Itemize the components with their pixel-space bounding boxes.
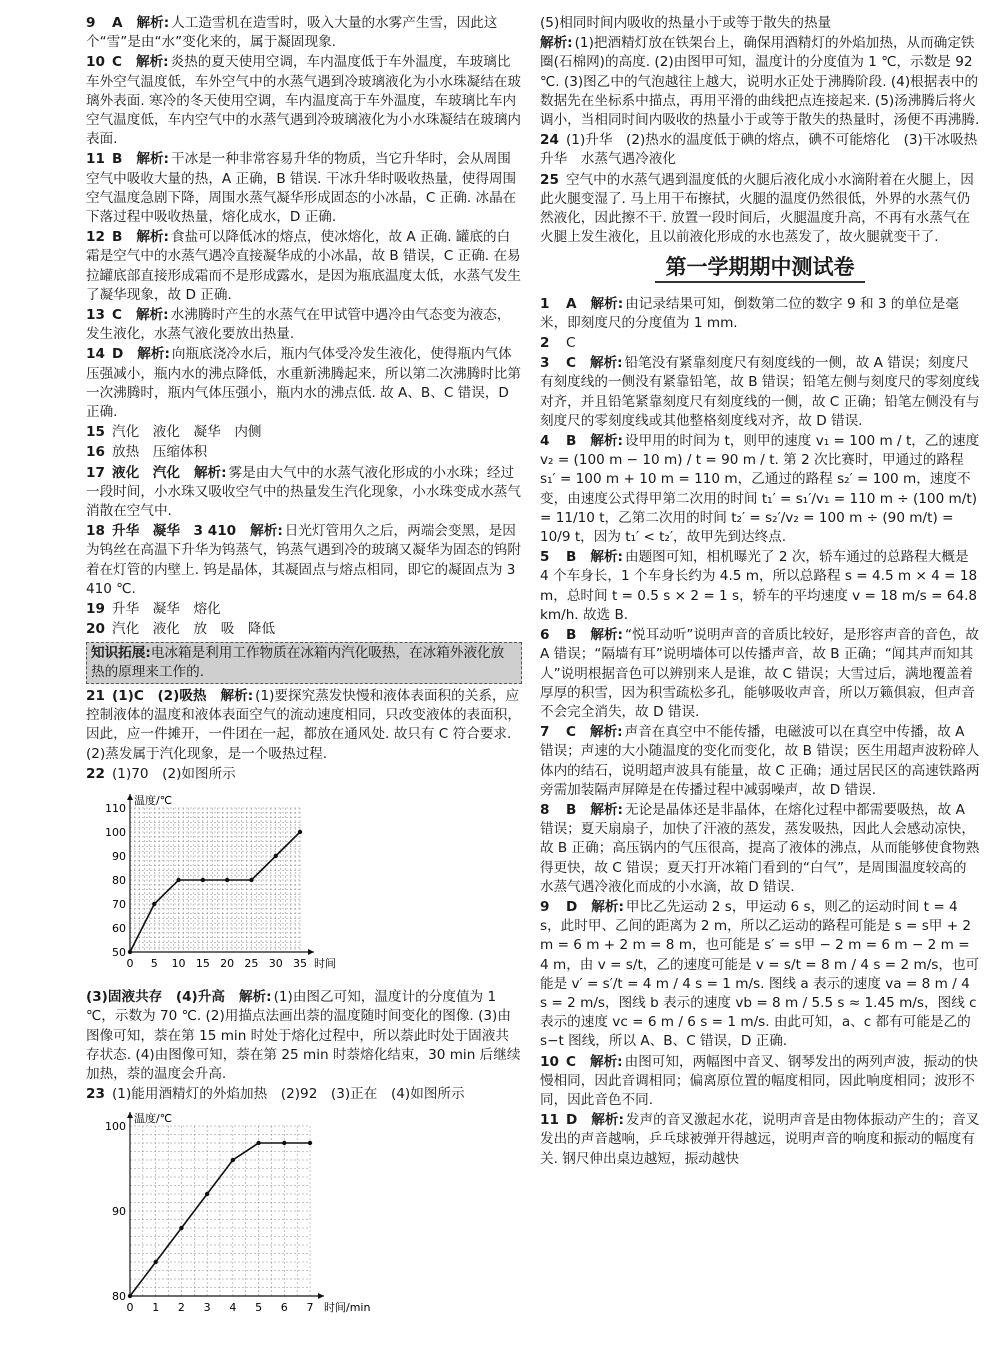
question-number: 1 xyxy=(540,295,550,312)
x-tick-label: 25 xyxy=(244,956,259,970)
answer-text: C xyxy=(566,335,576,352)
answer-11 xyxy=(86,150,522,227)
analysis-label: 解析: xyxy=(193,464,227,481)
y-tick-label: 50 xyxy=(112,945,126,959)
answer-choice: B xyxy=(566,627,577,644)
question-number: 5 xyxy=(540,549,550,566)
exam-answer-1 xyxy=(540,295,980,333)
tip-text: 电冰箱是利用工作物质在冰箱内汽化吸热，在冰箱外液化放热的原理来工作的. xyxy=(91,644,505,680)
tip-label: 知识拓展: xyxy=(91,644,151,661)
answer-text: 汽化 液化 凝华 内侧 xyxy=(112,424,262,441)
x-tick-label: 7 xyxy=(306,1301,314,1315)
analysis-label: 解析: xyxy=(589,1053,623,1070)
question-number: 20 xyxy=(86,621,105,638)
analysis-text: 铅笔没有紧靠刻度尺有刻度线的一侧，故 A 错误；刻度尺有刻度线的一侧没有紧靠铅笔，故 B 错误；铅笔左侧与刻度尺的零刻度线对齐，并且铅笔紧靠刻度尺有刻度线的一侧，故 C 正确；铅笔左侧没有与刻度尺的零刻度线或其他整格刻度线对齐，故 D 错误. xyxy=(540,355,980,429)
answer-10 xyxy=(86,53,522,149)
x-axis-arrow xyxy=(318,1293,324,1299)
question-number: 11 xyxy=(540,1112,559,1129)
data-point xyxy=(179,1226,183,1230)
analysis-text: 水沸腾时产生的水蒸气在甲试管中遇冷由气态变为液态，发生液化，水蒸气液化要放出热量. xyxy=(86,307,511,343)
exam-answer-3 xyxy=(540,354,980,431)
question-number: 15 xyxy=(86,424,105,441)
analysis-text: (1)由图乙可知，温度计的分度值为 1 ℃，示数为 70 ℃. (2)用描点法画出萘的温度随时间变化的图像. (3)由图像可知，萘在第 15 min 时处于熔化过程中，所以萘此时处于固液共存状态. (4)由图像可知，萘在第 25 min 时萘熔化结束，30 min 后继续加热，萘的温度会升高. xyxy=(86,989,521,1082)
answer-choice: B xyxy=(566,801,577,818)
answer-choice: C xyxy=(112,54,122,71)
exam-answer-6 xyxy=(540,626,980,722)
y-tick-label: 80 xyxy=(112,873,126,887)
x-tick-label: 3 xyxy=(203,1301,211,1315)
analysis-text: (1)要探究蒸发快慢和液体表面积的关系，应控制液体的温度和液体表面空气的流动速度相同，只改变液体的表面积，因此，应一件摊开，一件团在一起，都放在通风处. 故只有 C 符合要求. (2)蒸发属于汽化现象，是一个吸热过程. xyxy=(86,687,521,762)
question-number: 21 xyxy=(86,687,105,704)
section-title: 第一学期期中测试卷 xyxy=(540,257,980,282)
answer-18 xyxy=(86,522,522,599)
x-axis-arrow xyxy=(308,949,314,955)
answer-24 xyxy=(540,131,980,169)
answer-19 xyxy=(86,600,522,619)
question-number: 18 xyxy=(86,523,105,540)
analysis-label: 解析: xyxy=(136,151,169,168)
answer-choice: B xyxy=(112,229,123,246)
answer-choice: (3)固液共存 (4)升高 xyxy=(86,989,225,1006)
question-number: 11 xyxy=(86,151,105,168)
data-point xyxy=(205,1192,209,1196)
water-boiling-chart xyxy=(96,1106,522,1327)
y-tick-label: 70 xyxy=(112,897,126,911)
data-point xyxy=(282,1141,286,1145)
analysis-label: 解析: xyxy=(590,627,623,644)
data-point xyxy=(201,878,205,882)
x-tick-label: 10 xyxy=(171,956,186,970)
analysis-text: 甲比乙先运动 2 s，甲运动 6 s，则乙的运动时间 t = 4 s，此时甲、乙间的距离为 2 m，所以乙运动的路程可能是 s = s甲 + 2 m = 6 m + 2 m = 8 m，也可能是 s′ = s甲 − 2 m = 6 m − 2 m = 4 m，由 v = s/t，乙的速度可能是 v = s/t = 8 m / 4 s = 2 m/s，也可能是 v′ = s′/t = 4 m / 4 s = 1 m/s. 图线 a 表示的速度 va = 8 m / 4 s = 2 m/s，图线 b 表示的速度 vb = 8 m / 5.5 s ≈ 1.45 m/s，图线 c 表示的速度 vc = 6 m / 6 s = 1 m/s. 由此可知，a、c 都有可能是乙的 s−t 图线，所以 A、B、C 错误，D 正确. xyxy=(540,898,980,1050)
analysis-text: “悦耳动听”说明声音的音质比较好，是形容声音的音色，故 A 错误；“隔墙有耳”说明墙体可以传播声音，故 B 正确；“闻其声而知其人”说明根据音色可以辨别来人是谁，故 C 错误；大雪过后，满地覆盖着厚厚的积雪，因为积雪疏松多孔，能够吸收声音，所以万籁俱寂，但声音不会完全消失，故 D 错误. xyxy=(540,627,979,720)
analysis-label: 解析: xyxy=(238,989,272,1006)
analysis-label: 解析: xyxy=(136,15,170,31)
y-axis-label: 温度/℃ xyxy=(134,1112,173,1126)
analysis-text: 设甲用的时间为 t，则甲的速度 v₁ = 100 m / t，乙的速度 v₂ = (100 m − 10 m) / t = 90 m / t. 第 2 次比赛时，甲通过的路程 s₁′ = 100 m + 10 m = 110 m，乙通过的路程 s₂′ = 100 m，速度不变，由速度公式得甲第二次用的时间 t₁′ = s₁′/v₁ = 110 m ÷ (100 m/t) = 11/10 t，乙第二次用的时间 t₂′ = s₂′/v₂ = 100 m ÷ (90 m/t) = 10/9 t，因为 t₁′ < t₂′，故甲先到达终点. xyxy=(540,433,980,546)
x-tick-label: 0 xyxy=(126,956,134,970)
answer-choice: D xyxy=(566,898,578,915)
exam-answer-9 xyxy=(540,898,980,1052)
data-point xyxy=(274,854,278,858)
answer-choice: D xyxy=(566,1112,578,1129)
answer-text: (1)升华 (2)热水的温度低于碘的熔点，碘不可能熔化 (3)干冰吸热升华 水蒸气遇冷液化 xyxy=(540,132,978,168)
answer-13 xyxy=(86,306,522,344)
analysis-text: 炎热的夏天使用空调，车内温度低于车外温度，车玻璃比车外空气温度低，车外空气中的水蒸气遇到冷玻璃液化为小水珠凝结在玻璃外表面. 寒冷的冬天使用空调，车内温度高于车外温度，车玻璃比车内空气温度低，车内空气中的水蒸气遇到冷玻璃液化为小水珠凝结在玻璃内表面. xyxy=(86,54,521,148)
analysis-label: 解析: xyxy=(137,346,170,363)
answer-25 xyxy=(540,171,980,248)
question-number: 8 xyxy=(540,801,550,818)
answer-choice: (1)C (2)吸热 xyxy=(112,687,207,704)
chart-svg xyxy=(96,786,336,976)
analysis-text: 由题图可知，相机曝光了 2 次，轿车通过的总路程大概是 4 个车身长，1 个车身长约为 4.5 m，所以总路程 s = 4.5 m × 4 = 18 m，总时间 t = 0.5 s × 2 = 1 s，轿车的平均速度 v = 18 m/s = 64.8 km/h. 故选 B. xyxy=(540,549,978,623)
question-number: 3 xyxy=(540,355,550,372)
exam-answer-11 xyxy=(540,1111,980,1169)
question-number: 10 xyxy=(86,54,105,71)
analysis-label: 解析: xyxy=(590,295,624,312)
left-column xyxy=(86,14,522,1334)
y-tick-label: 80 xyxy=(112,1290,126,1304)
analysis-text: 日光灯管用久之后，两端会变黑，是因为钨丝在高温下升华为钨蒸气，钨蒸气遇到冷的玻璃又凝华为固态的钨附着在灯管的内壁上. 钨是晶体，其凝固点与熔点相同，即它的凝固点为 3 410 ℃. xyxy=(86,523,521,597)
x-tick-label: 30 xyxy=(268,956,283,970)
exam-answer-2 xyxy=(540,334,980,353)
answer-text: (1)70 (2)如图所示 xyxy=(112,765,236,782)
analysis-text: 向瓶底浇冷水后，瓶内气体受冷发生液化，使得瓶内气体压强减小，瓶内水的沸点降低，水重新沸腾起来，所以第二次沸腾时比第一次沸腾时，瓶内气体压强小，瓶内水的沸点低. 故 A、B、C 错误，D 正确. xyxy=(86,346,521,421)
question-number: 9 xyxy=(86,15,96,31)
question-number: 6 xyxy=(540,627,550,644)
answer-choice: C xyxy=(566,724,576,741)
analysis-label: 解析: xyxy=(591,1112,624,1129)
question-number: 13 xyxy=(86,307,105,324)
data-point xyxy=(298,830,302,834)
answer-text: 空气中的水蒸气遇到温度低的火腿后液化成小水滴附着在火腿上，因此火腿变湿了. 马上用干布擦拭，火腿的温度仍然很低，外界的水蒸气仍然液化，因此擦不干. 放置一段时间后，火腿温度升高，不再有水蒸气在火腿上发生液化，且以前液化形成的水也蒸发了，故火腿就变干了. xyxy=(540,171,974,246)
x-tick-label: 5 xyxy=(255,1301,263,1315)
answer-17 xyxy=(86,464,522,522)
question-number: 22 xyxy=(86,765,105,782)
analysis-text: 人工造雪机在造雪时，吸入大量的水雾产生雪，因此这个“雪”是由“水”变化来的，属于凝固现象. xyxy=(86,15,498,51)
question-number: 12 xyxy=(86,229,105,246)
x-tick-label: 2 xyxy=(177,1301,185,1315)
x-tick-label: 5 xyxy=(150,956,158,970)
analysis-label: 解析: xyxy=(590,801,623,818)
analysis-label: 解析: xyxy=(136,229,169,246)
analysis-label: 解析: xyxy=(591,898,624,915)
question-number: 7 xyxy=(540,724,550,741)
x-tick-label: 35 xyxy=(293,956,307,970)
question-number: 16 xyxy=(86,444,105,461)
answer-text: 升华 凝华 熔化 xyxy=(112,601,221,618)
chart-svg xyxy=(96,1106,371,1321)
analysis-text: 声音在真空中不能传播，电磁波可以在真空中传播，故 A 错误；声速的大小随温度的变化而变化，故 B 错误；医生用超声波粉碎人体内的结石，说明超声波具有能量，故 C 正确；通过居民区的高速铁路两旁需加装隔声屏障是在传播过程中减弱噪声，故 D 错误. xyxy=(540,724,980,798)
analysis-text: 由图可知，两幅图中音叉、钢琴发出的两列声波，振动的快慢相同，因此音调相同；偏离原位置的幅度相同，因此响度相同；波形不同，因此音色不同. xyxy=(540,1053,979,1108)
analysis-label: 解析: xyxy=(540,35,573,52)
question-number: 19 xyxy=(86,601,105,618)
analysis-label: 解析: xyxy=(590,433,623,450)
question-number: 4 xyxy=(540,433,550,450)
x-tick-label: 0 xyxy=(126,1301,134,1315)
analysis-text: 干冰是一种非常容易升华的物质，当它升华时，会从周围空气中吸收大量的热，A 正确，B 错误. 干冰升华时吸收热量，使得周围空气温度急剧下降，周围水蒸气凝华形成固态的小冰晶，C 正确. 冰晶在下落过程中吸收热量，熔化成水，D 正确. xyxy=(86,151,517,226)
answer-choice: D xyxy=(112,346,124,363)
analysis-label: 解析: xyxy=(589,355,623,372)
y-tick-label: 110 xyxy=(105,801,126,815)
naphthalene-melting-chart xyxy=(96,786,522,982)
y-tick-label: 90 xyxy=(112,849,126,863)
y-axis-arrow xyxy=(127,794,133,800)
x-tick-label: 4 xyxy=(229,1301,237,1315)
x-axis-label: 时间 xyxy=(314,956,336,970)
data-point xyxy=(231,1158,235,1162)
exam-answer-7 xyxy=(540,723,980,800)
question-number: 25 xyxy=(540,171,559,188)
question-number: 9 xyxy=(540,898,550,915)
answer-choice: C xyxy=(112,307,122,324)
answer-choice: B xyxy=(566,549,577,566)
exam-answer-10 xyxy=(540,1053,980,1111)
answer-21 xyxy=(86,687,522,764)
analysis-text: 食盐可以降低冰的熔点，使冰熔化，故 A 正确. 罐底的白霜是空气中的水蒸气遇冷直接凝华成的小冰晶，故 B 错误，C 正确. 在易拉罐底部直接形成霜而不是形成露水，是因为瓶底温度太低，水蒸气发生了凝华现象，故 D 正确. xyxy=(86,229,521,303)
x-tick-label: 6 xyxy=(280,1301,288,1315)
answer-choice: A xyxy=(566,295,577,312)
answer-choice: C xyxy=(566,355,576,372)
analysis-text: 无论是晶体还是非晶体，在熔化过程中都需要吸热，故 A 错误；夏天扇扇子，加快了汗液的蒸发，蒸发吸热，因此人会感动凉快，故 B 正确；高压锅内的气压很高，提高了液体的沸点，从而能够使食物熟得更快，故 C 错误；夏天打开冰箱门看到的“白气”，是周围温度较高的水蒸气遇冷液化而成的小水滴，故 D 错误. xyxy=(540,801,980,895)
answer-choice: 液化 汽化 xyxy=(112,464,180,481)
answer-choice: A xyxy=(112,15,123,31)
answer-9 xyxy=(86,14,522,52)
y-axis-arrow xyxy=(127,1112,133,1118)
series-line xyxy=(130,832,300,952)
y-tick-label: 100 xyxy=(105,1120,126,1134)
question-number: 24 xyxy=(540,132,559,149)
answer-choice: 升华 凝华 3 410 xyxy=(112,523,237,540)
analysis-label: 解析: xyxy=(135,54,169,71)
answer-choice: B xyxy=(112,151,123,168)
answer-16 xyxy=(86,443,522,462)
data-point xyxy=(152,902,156,906)
answer-14 xyxy=(86,345,522,422)
answer-15 xyxy=(86,423,522,442)
data-point xyxy=(249,878,253,882)
answer-23 xyxy=(86,1085,522,1104)
exam-answer-5 xyxy=(540,548,980,625)
data-point xyxy=(176,878,180,882)
answer-text: 放热 压缩体积 xyxy=(112,444,208,461)
analysis-label: 解析: xyxy=(220,687,254,704)
answer-12 xyxy=(86,228,522,305)
answer-choice: C xyxy=(566,1053,576,1070)
exam-answer-4 xyxy=(540,432,980,547)
data-point xyxy=(128,950,132,954)
analysis-label: 解析: xyxy=(589,724,623,741)
analysis-text: 发声的音叉激起水花，说明声音是由物体振动产生的；音叉发出的声音越响，乒乓球被弹开得越远，说明声音的响度和振动的幅度有关. 钢尺伸出桌边越短，振动越快 xyxy=(540,1112,980,1167)
x-tick-label: 15 xyxy=(195,956,210,970)
data-point xyxy=(308,1141,312,1145)
data-point xyxy=(225,878,229,882)
analysis-text: 雾是由大气中的水蒸气液化形成的小水珠；经过一段时间，小水珠又吸收空气中的热量发生汽化现象，小水珠变成水蒸气消散在空气中. xyxy=(86,464,521,520)
answer-text: 汽化 液化 放 吸 降低 xyxy=(112,621,276,638)
answer-23-analysis xyxy=(540,34,980,130)
data-point xyxy=(154,1260,158,1264)
question-number: 10 xyxy=(540,1053,559,1070)
analysis-label: 解析: xyxy=(590,549,623,566)
knowledge-extension-box xyxy=(86,642,522,684)
question-number: 2 xyxy=(540,335,550,352)
analysis-text: (1)把酒精灯放在铁架台上，确保用酒精灯的外焰加热，从而确定铁圈(石棉网)的高度. (2)由图甲可知，温度计的分度值为 1 ℃，示数是 92 ℃. (3)图乙中的气泡越往上越大，说明水正处于沸腾阶段. (4)根据表中的数据先在坐标系中描点，再用平滑的曲线把点连接起来. (5)汤沸腾后将火调小，当相同时间内吸收的热量小于或等于散失的热量时，汤便不再沸腾. xyxy=(540,35,980,129)
right-column xyxy=(540,14,980,1170)
y-tick-label: 90 xyxy=(112,1205,126,1219)
answer-22-continued xyxy=(86,988,522,1084)
exam-answer-8 xyxy=(540,801,980,897)
data-point xyxy=(128,1294,132,1298)
x-axis-label: 时间/min xyxy=(324,1301,371,1315)
data-point xyxy=(256,1141,260,1145)
answer-choice: B xyxy=(566,433,577,450)
answer-text: (1)能用酒精灯的外焰加热 (2)92 (3)正在 (4)如图所示 xyxy=(112,1086,465,1103)
analysis-text: 由记录结果可知，倒数第二位的数字 9 和 3 的单位是毫米，即刻度尺的分度值为 1 mm. xyxy=(540,295,959,331)
y-tick-label: 60 xyxy=(112,921,126,935)
x-tick-label: 1 xyxy=(152,1301,160,1315)
question-number: 17 xyxy=(86,464,105,481)
answer-22 xyxy=(86,765,522,784)
y-axis-label: 温度/℃ xyxy=(134,793,173,807)
y-tick-label: 100 xyxy=(105,825,126,839)
answer-23-part5: (5)相同时间内吸收的热量小于或等于散失的热量 xyxy=(540,15,832,31)
question-number: 14 xyxy=(86,346,105,363)
x-tick-label: 20 xyxy=(220,956,235,970)
answer-20 xyxy=(86,620,522,639)
question-number: 23 xyxy=(86,1086,105,1103)
analysis-label: 解析: xyxy=(250,523,283,540)
analysis-label: 解析: xyxy=(135,307,169,324)
